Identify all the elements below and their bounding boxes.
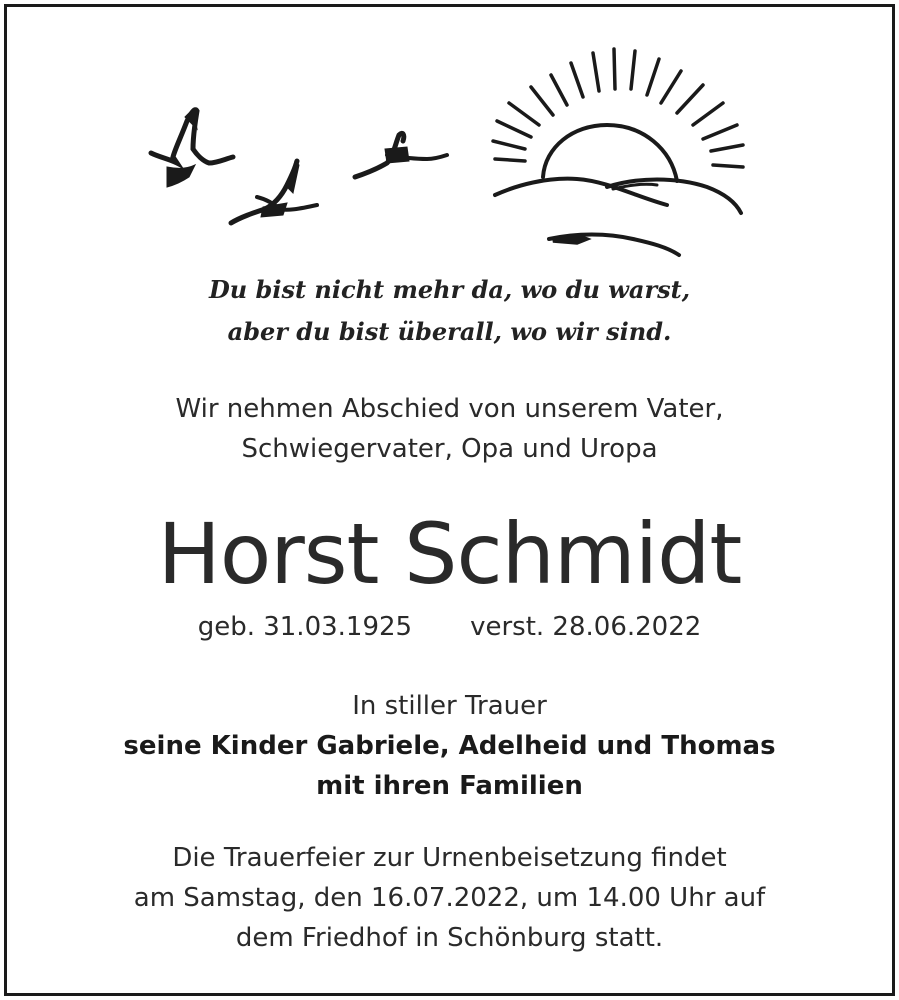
mourning-heading: In stiller Trauer [352, 691, 547, 721]
setting-sun-icon [493, 49, 743, 255]
bird-icon [355, 133, 447, 177]
funeral-line-1: Die Trauerfeier zur Urnenbeisetzung findet [172, 843, 727, 873]
obituary-notice [4, 4, 895, 996]
intro-line-1: Wir nehmen Abschied von unserem Vater, [175, 394, 724, 424]
verse-line-2: aber du bist überall, wo wir sind. [227, 317, 672, 346]
birds-and-sunset-illustration [137, 37, 757, 267]
birth-date: geb. 31.03.1925 [197, 612, 413, 642]
verse-line-1: Du bist nicht mehr da, wo du warst, [208, 275, 691, 304]
funeral-line-3: dem Friedhof in Schönburg statt. [235, 923, 664, 953]
bird-icon [151, 109, 233, 187]
bird-icon [231, 161, 317, 223]
deceased-name: Horst Schmidt [157, 505, 742, 603]
intro-line-2: Schwiegervater, Opa und Uropa [241, 434, 658, 464]
mourners-line-2: mit ihren Familien [316, 771, 583, 801]
funeral-line-2: am Samstag, den 16.07.2022, um 14.00 Uhr auf [133, 883, 766, 913]
death-date: verst. 28.06.2022 [470, 612, 702, 642]
mourners-line-1: seine Kinder Gabriele, Adelheid und Thomas [123, 731, 776, 761]
life-dates [7, 612, 892, 642]
